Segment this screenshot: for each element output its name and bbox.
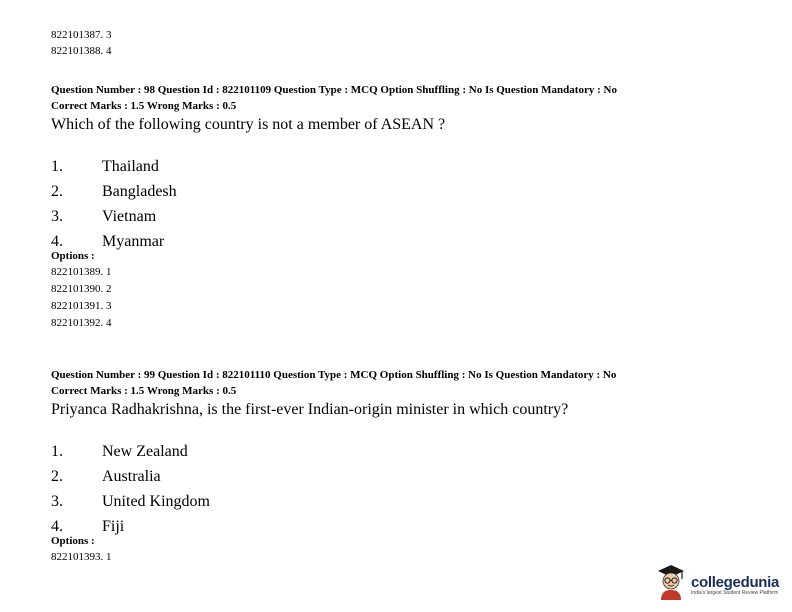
choice-number: 4. xyxy=(51,518,63,535)
choice xyxy=(51,439,751,464)
option-id: 822101388. 4 xyxy=(51,45,112,57)
option-id: 822101387. 3 xyxy=(51,29,112,41)
choice-number: 3. xyxy=(51,208,63,225)
choice-label: Vietnam xyxy=(102,208,157,225)
choice-label: United Kingdom xyxy=(102,493,210,510)
option-id: 822101392. 4 xyxy=(51,317,112,329)
choice-number: 2. xyxy=(51,183,63,200)
choice xyxy=(51,179,751,204)
question-meta: Question Number : 98 Question Id : 822101109 Question Type : MCQ Option Shuffling : No Is Question Mandatory : No xyxy=(51,84,617,96)
choice-number: 3. xyxy=(51,493,63,510)
question-marks: Correct Marks : 1.5 Wrong Marks : 0.5 xyxy=(51,100,237,112)
options-label: Options : xyxy=(51,535,95,547)
choice-number: 1. xyxy=(51,158,63,175)
option-id: 822101391. 3 xyxy=(51,300,112,312)
choice-label: Myanmar xyxy=(102,233,165,250)
logo-name: collegedunia xyxy=(691,573,780,591)
choice-number: 1. xyxy=(51,443,63,460)
choice-label: Fiji xyxy=(102,518,125,535)
options-label: Options : xyxy=(51,250,95,262)
option-id: 822101389. 1 xyxy=(51,266,112,278)
collegedunia-logo xyxy=(655,562,779,607)
choice-number: 4. xyxy=(51,233,63,250)
choice xyxy=(51,489,751,514)
option-id: 822101393. 1 xyxy=(51,551,112,563)
choice-label: Thailand xyxy=(102,158,159,175)
choice xyxy=(51,204,751,229)
question-text: Which of the following country is not a member of ASEAN ? xyxy=(51,116,446,133)
question-meta: Question Number : 99 Question Id : 822101110 Question Type : MCQ Option Shuffling : No Is Question Mandatory : No xyxy=(51,369,617,381)
choice xyxy=(51,464,751,489)
choice-label: Australia xyxy=(102,468,161,485)
previous-options xyxy=(51,27,112,59)
choice-label: New Zealand xyxy=(102,443,188,460)
question-98 xyxy=(51,82,751,332)
question-marks: Correct Marks : 1.5 Wrong Marks : 0.5 xyxy=(51,385,237,397)
student-mascot-icon xyxy=(655,562,687,607)
option-id: 822101390. 2 xyxy=(51,283,112,295)
choice-number: 2. xyxy=(51,468,63,485)
choice xyxy=(51,154,751,179)
question-text: Priyanca Radhakrishna, is the first-ever Indian-origin minister in which country? xyxy=(51,401,569,418)
question-99 xyxy=(51,367,751,566)
choice-label: Bangladesh xyxy=(102,183,177,200)
logo-tagline: India's largest Student Review Platform xyxy=(691,589,779,596)
